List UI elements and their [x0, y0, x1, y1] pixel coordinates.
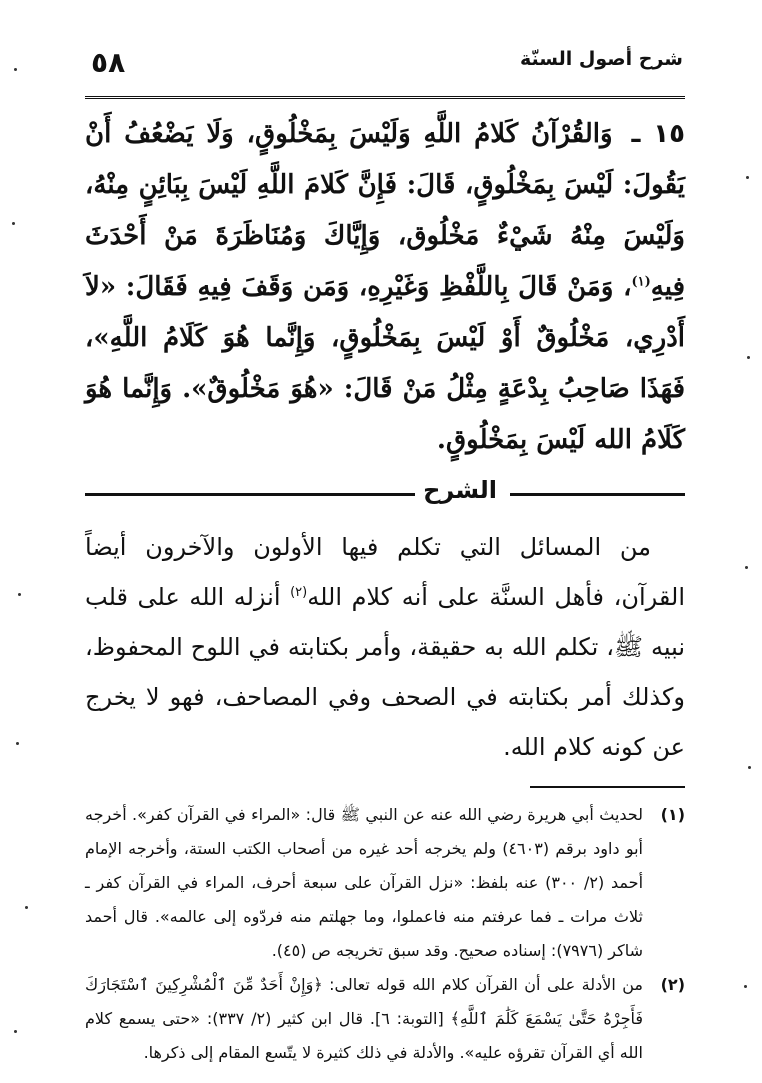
- scan-speck: [745, 566, 748, 569]
- sharh-paragraph: [85, 522, 685, 772]
- heading-rule-left: [85, 493, 415, 496]
- footnote-ref-2[interactable]: (٢): [290, 585, 308, 600]
- scan-speck: [12, 222, 15, 225]
- footnote-marker-1: (١): [660, 805, 685, 824]
- matn-paragraph: [85, 109, 685, 466]
- scan-speck: [748, 766, 751, 769]
- sharh-heading-label: الشرح: [423, 476, 497, 504]
- footnote-text-1: لحديث أبي هريرة رضي الله عنه عن النبي ﷺ قال: «المراء في القرآن كفر». أخرجه أبو داود برقم (٤٦٠٣) ولم يخرجه أحد غيره من أصحاب الكتب الستة، وأخرجه الإمام أحمد (٢/ ٣٠٠) عنه بلفظ: «نزل القرآن على سبعة أحرف، المراء في القرآن كفر ـ ثلاث مرات ـ فما عرفتم منه فاعملوا، وما جهلتم منه فردّوه إلى عالمه». قال أحمد شاكر (٧٩٧٦): إسناده صحيح. وقد سبق تخريجه ص (٤٥).: [85, 805, 644, 960]
- scan-speck: [14, 1030, 17, 1033]
- scan-speck: [16, 742, 19, 745]
- running-title: شرح أصول السنّة: [520, 48, 683, 70]
- footnote-2: [85, 968, 685, 1070]
- matn-text-part-2: ، وَمَنْ قَالَ بِاللَّفْظِ وَغَيْرِهِ، وَمَن وَقَفَ فِيهِ فَقَالَ: «لاَ أَدْرِي، مَخْلُوقٌ أَوْ لَيْسَ بِمَخْلُوقٍ، وَإِنَّما هُوَ كَلَامُ اللَّهِ»، فَهَذَا صَاحِبُ بِدْعَةٍ مِثْلُ مَنْ قَالَ: «هُوَ مَخْلُوقٌ». وَإِنَّما هُوَ كَلَامُ الله لَيْسَ بِمَخْلُوقٍ.: [85, 272, 685, 455]
- footnote-ref-1[interactable]: (١): [631, 274, 651, 290]
- scan-speck: [746, 176, 749, 179]
- sharh-text-part-1: من المسائل التي تكلم فيها الأولون والآخرون أيضاً القرآن، فأهل السنَّة على أنه كلام الله: [85, 533, 685, 611]
- footnote-text-2: من الأدلة على أن القرآن كلام الله قوله تعالى: ﴿وَإِنْ أَحَدٌ مِّنَ ٱلْمُشْرِكِينَ ٱسْتَجَارَكَ فَأَجِرْهُ حَتَّىٰ يَسْمَعَ كَلَٰمَ ٱللَّهِ﴾ [التوبة: ٦]. قال ابن كثير (٢/ ٣٣٧): «حتى يسمع كلام الله أي القرآن تقرؤه عليه». والأدلة في ذلك كثيرة لا يتّسع المقام إلى ذكرها.: [85, 975, 643, 1062]
- book-page: [85, 40, 685, 1070]
- footnote-marker-2: (٢): [660, 975, 685, 994]
- footnote-1: [85, 798, 685, 968]
- page-header: [85, 40, 685, 99]
- scan-speck: [744, 985, 747, 988]
- scan-speck: [14, 68, 17, 71]
- sharh-text-part-2: أنزله الله على قلب نبيه ﷺ، تكلم الله به حقيقة، وأمر بكتابته في اللوح المحفوظ، وكذلك أمر بكتابته في الصحف وفي المصاحف، فهو لا يخرج عن كونه كلام الله.: [85, 583, 685, 761]
- page-number: ٥٨: [91, 46, 126, 79]
- sharh-heading: [85, 474, 685, 514]
- scan-speck: [747, 356, 750, 359]
- footnote-separator: [530, 786, 685, 788]
- scan-speck: [25, 906, 28, 909]
- scan-speck: [18, 593, 21, 596]
- heading-rule-right: [510, 493, 685, 496]
- matn-text-part-1: وَالقُرْآنُ كَلامُ اللَّهِ وَلَيْسَ بِمَخْلُوقٍ، وَلَا يَضْعُفُ أَنْ يَقُولَ: لَيْسَ بِمَخْلُوقٍ، قَالَ: فَإِنَّ كَلامَ اللَّهِ لَيْسَ بِبَائِنٍ مِنْهُ، وَلَيْسَ مِنْهُ شَيْءٌ مَخْلُوق، وَإِيَّاكَ وَمُنَاظَرَةَ مَنْ أَحْدَثَ فِيهِ: [85, 119, 685, 302]
- footnotes: [85, 798, 685, 1070]
- matn-number: ١٥ ـ: [631, 119, 685, 149]
